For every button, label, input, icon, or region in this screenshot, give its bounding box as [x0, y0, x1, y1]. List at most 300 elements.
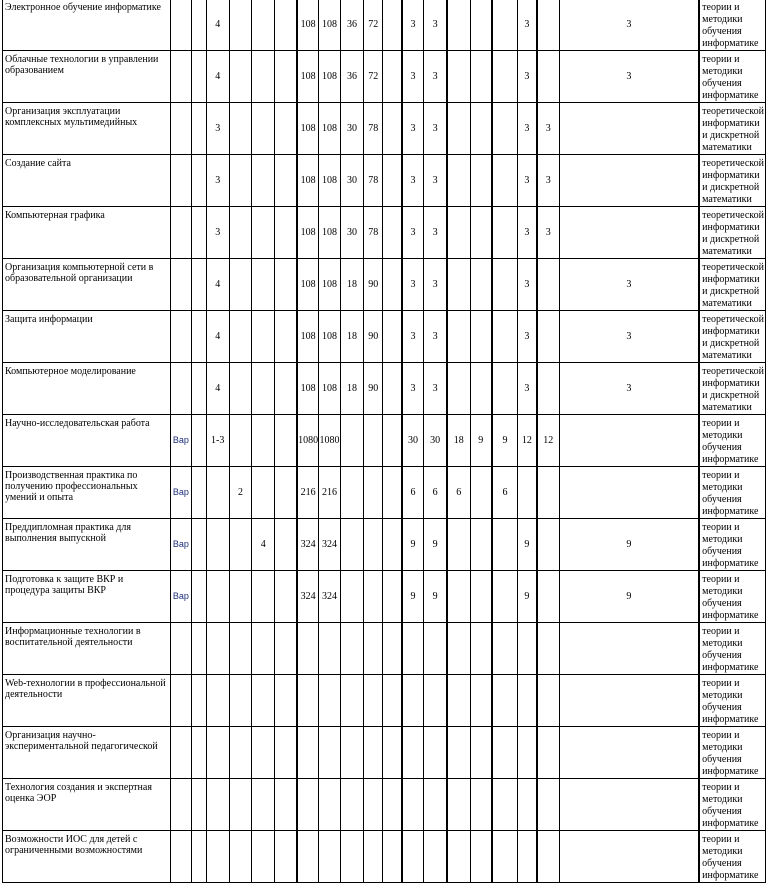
discipline-name: Компьютерная графика — [3, 207, 171, 259]
value-cell — [447, 363, 470, 415]
value-cell — [492, 155, 518, 207]
value-cell — [537, 467, 559, 519]
value-cell — [252, 155, 275, 207]
table-row — [3, 103, 766, 155]
value-cell: 108 — [319, 363, 341, 415]
value-cell: 324 — [297, 519, 319, 571]
value-cell — [559, 155, 699, 207]
value-cell — [537, 571, 559, 623]
value-cell: 3 — [537, 103, 559, 155]
value-cell — [206, 675, 229, 727]
value-cell — [383, 51, 402, 103]
value-cell: 90 — [364, 259, 383, 311]
value-cell — [537, 675, 559, 727]
value-cell — [364, 467, 383, 519]
value-cell — [191, 0, 206, 51]
value-cell: 2 — [229, 467, 252, 519]
value-cell — [340, 623, 363, 675]
value-cell: 3 — [537, 155, 559, 207]
value-cell — [275, 675, 297, 727]
value-cell: 12 — [537, 415, 559, 467]
value-cell: 3 — [424, 311, 447, 363]
discipline-type — [171, 779, 192, 831]
table-row — [3, 831, 766, 883]
value-cell — [383, 311, 402, 363]
value-cell — [229, 311, 252, 363]
value-cell — [470, 623, 492, 675]
discipline-type — [171, 51, 192, 103]
discipline-type — [171, 259, 192, 311]
value-cell: 3 — [559, 51, 699, 103]
discipline-type — [171, 0, 192, 51]
value-cell — [559, 831, 699, 883]
department: теории и методики обучения информатике — [699, 51, 765, 103]
value-cell — [229, 103, 252, 155]
value-cell — [252, 467, 275, 519]
value-cell — [191, 831, 206, 883]
value-cell — [470, 259, 492, 311]
value-cell: 9 — [402, 571, 424, 623]
value-cell: 3 — [402, 259, 424, 311]
value-cell — [492, 207, 518, 259]
value-cell — [252, 831, 275, 883]
department: теоретической информатики и дискретной математики — [699, 103, 765, 155]
value-cell — [206, 727, 229, 779]
value-cell — [252, 675, 275, 727]
discipline-name: Возможности ИОС для детей с ограниченными возможностями — [3, 831, 171, 883]
value-cell: 30 — [340, 155, 363, 207]
value-cell: 3 — [517, 51, 536, 103]
value-cell: 1080 — [319, 415, 341, 467]
value-cell: 3 — [559, 259, 699, 311]
discipline-name: Защита информации — [3, 311, 171, 363]
value-cell — [424, 623, 447, 675]
value-cell — [275, 415, 297, 467]
value-cell — [252, 207, 275, 259]
value-cell: 6 — [447, 467, 470, 519]
value-cell: 18 — [340, 259, 363, 311]
value-cell: 216 — [319, 467, 341, 519]
value-cell: 4 — [206, 363, 229, 415]
discipline-name: Производственная практика по получению профессиональных умений и опыта — [3, 467, 171, 519]
value-cell — [229, 779, 252, 831]
value-cell: 3 — [424, 155, 447, 207]
discipline-type — [171, 155, 192, 207]
value-cell: 6 — [492, 467, 518, 519]
value-cell — [229, 363, 252, 415]
table-row — [3, 675, 766, 727]
value-cell: 3 — [517, 155, 536, 207]
value-cell: 36 — [340, 51, 363, 103]
value-cell: 108 — [297, 51, 319, 103]
discipline-name: Компьютерное моделирование — [3, 363, 171, 415]
value-cell — [383, 155, 402, 207]
value-cell: 18 — [340, 363, 363, 415]
value-cell — [275, 259, 297, 311]
value-cell — [383, 363, 402, 415]
value-cell — [383, 207, 402, 259]
value-cell — [470, 831, 492, 883]
value-cell: 30 — [340, 103, 363, 155]
value-cell: 90 — [364, 311, 383, 363]
value-cell — [297, 727, 319, 779]
value-cell — [364, 623, 383, 675]
value-cell: 78 — [364, 155, 383, 207]
value-cell — [470, 519, 492, 571]
value-cell: 9 — [424, 519, 447, 571]
discipline-type: Вар — [171, 467, 192, 519]
value-cell — [275, 311, 297, 363]
value-cell — [470, 51, 492, 103]
value-cell — [470, 311, 492, 363]
value-cell — [470, 467, 492, 519]
value-cell: 3 — [402, 155, 424, 207]
value-cell — [492, 0, 518, 51]
value-cell: 108 — [297, 103, 319, 155]
value-cell — [517, 727, 536, 779]
value-cell — [275, 363, 297, 415]
value-cell — [383, 519, 402, 571]
value-cell: 324 — [297, 571, 319, 623]
value-cell — [492, 51, 518, 103]
value-cell: 3 — [402, 207, 424, 259]
value-cell: 108 — [319, 155, 341, 207]
value-cell — [275, 467, 297, 519]
value-cell: 9 — [517, 571, 536, 623]
value-cell — [402, 779, 424, 831]
discipline-type — [171, 623, 192, 675]
value-cell — [275, 831, 297, 883]
table-row — [3, 779, 766, 831]
value-cell: 3 — [424, 259, 447, 311]
value-cell — [470, 103, 492, 155]
department: теории и методики обучения информатике — [699, 571, 765, 623]
value-cell — [364, 779, 383, 831]
value-cell — [537, 727, 559, 779]
value-cell: 108 — [297, 311, 319, 363]
department: теории и методики обучения информатике — [699, 727, 765, 779]
value-cell — [517, 467, 536, 519]
value-cell — [447, 623, 470, 675]
value-cell — [383, 0, 402, 51]
department: теории и методики обучения информатике — [699, 415, 765, 467]
value-cell — [340, 467, 363, 519]
value-cell: 1080 — [297, 415, 319, 467]
value-cell — [559, 779, 699, 831]
value-cell — [559, 207, 699, 259]
value-cell — [364, 519, 383, 571]
department: теории и методики обучения информатике — [699, 623, 765, 675]
value-cell: 3 — [206, 103, 229, 155]
value-cell: 108 — [319, 51, 341, 103]
value-cell — [383, 727, 402, 779]
value-cell — [252, 363, 275, 415]
value-cell — [537, 51, 559, 103]
value-cell — [492, 675, 518, 727]
discipline-type — [171, 727, 192, 779]
value-cell — [319, 779, 341, 831]
value-cell — [492, 363, 518, 415]
value-cell: 3 — [206, 155, 229, 207]
value-cell — [252, 415, 275, 467]
value-cell — [206, 467, 229, 519]
value-cell — [252, 779, 275, 831]
value-cell — [229, 0, 252, 51]
value-cell: 9 — [559, 571, 699, 623]
value-cell: 9 — [470, 415, 492, 467]
value-cell: 30 — [424, 415, 447, 467]
value-cell — [559, 103, 699, 155]
value-cell — [402, 675, 424, 727]
value-cell: 324 — [319, 519, 341, 571]
value-cell — [319, 623, 341, 675]
value-cell — [470, 363, 492, 415]
value-cell — [252, 51, 275, 103]
value-cell — [492, 311, 518, 363]
value-cell — [383, 103, 402, 155]
value-cell — [191, 259, 206, 311]
value-cell — [229, 623, 252, 675]
discipline-type — [171, 103, 192, 155]
discipline-name: Облачные технологии в управлении образованием — [3, 51, 171, 103]
value-cell — [424, 831, 447, 883]
value-cell — [447, 311, 470, 363]
value-cell: 108 — [319, 311, 341, 363]
value-cell — [537, 779, 559, 831]
value-cell: 6 — [424, 467, 447, 519]
department: теории и методики обучения информатике — [699, 467, 765, 519]
value-cell — [191, 675, 206, 727]
value-cell — [275, 623, 297, 675]
table-row — [3, 623, 766, 675]
discipline-name: Организация компьютерной сети в образовательной организации — [3, 259, 171, 311]
value-cell — [340, 779, 363, 831]
value-cell — [275, 155, 297, 207]
value-cell — [319, 675, 341, 727]
department: теории и методики обучения информатике — [699, 519, 765, 571]
value-cell — [191, 363, 206, 415]
value-cell: 4 — [206, 0, 229, 51]
value-cell — [447, 727, 470, 779]
value-cell: 108 — [297, 207, 319, 259]
value-cell — [340, 415, 363, 467]
discipline-name: Технология создания и экспертная оценка ЭОР — [3, 779, 171, 831]
value-cell: 108 — [319, 103, 341, 155]
value-cell — [402, 727, 424, 779]
value-cell — [383, 779, 402, 831]
table-row — [3, 363, 766, 415]
value-cell — [275, 207, 297, 259]
value-cell — [537, 519, 559, 571]
value-cell — [206, 519, 229, 571]
value-cell: 3 — [559, 363, 699, 415]
value-cell — [364, 727, 383, 779]
value-cell: 78 — [364, 207, 383, 259]
discipline-type — [171, 207, 192, 259]
value-cell: 9 — [517, 519, 536, 571]
value-cell: 3 — [424, 51, 447, 103]
value-cell — [252, 0, 275, 51]
value-cell — [229, 727, 252, 779]
value-cell — [206, 831, 229, 883]
discipline-name: Научно-исследовательская работа — [3, 415, 171, 467]
value-cell — [364, 415, 383, 467]
value-cell — [191, 623, 206, 675]
value-cell — [340, 675, 363, 727]
value-cell — [229, 519, 252, 571]
value-cell — [537, 311, 559, 363]
value-cell — [447, 571, 470, 623]
value-cell — [517, 675, 536, 727]
value-cell — [402, 831, 424, 883]
value-cell — [275, 571, 297, 623]
value-cell: 3 — [537, 207, 559, 259]
value-cell — [229, 415, 252, 467]
value-cell — [470, 675, 492, 727]
value-cell: 3 — [402, 0, 424, 51]
discipline-name: Организация эксплуатации комплексных мультимедийных — [3, 103, 171, 155]
discipline-type: Вар — [171, 519, 192, 571]
value-cell — [470, 779, 492, 831]
value-cell — [470, 207, 492, 259]
value-cell — [364, 571, 383, 623]
value-cell — [517, 779, 536, 831]
value-cell: 72 — [364, 0, 383, 51]
value-cell: 4 — [206, 311, 229, 363]
value-cell — [517, 623, 536, 675]
value-cell — [470, 727, 492, 779]
discipline-name: Подготовка к защите ВКР и процедура защиты ВКР — [3, 571, 171, 623]
discipline-type — [171, 363, 192, 415]
value-cell: 3 — [402, 363, 424, 415]
value-cell — [559, 675, 699, 727]
value-cell — [447, 831, 470, 883]
value-cell: 18 — [447, 415, 470, 467]
value-cell — [229, 675, 252, 727]
value-cell — [297, 675, 319, 727]
discipline-name: Информационные технологии в воспитательной деятельности — [3, 623, 171, 675]
value-cell: 108 — [297, 155, 319, 207]
value-cell — [492, 779, 518, 831]
value-cell — [424, 727, 447, 779]
discipline-type — [171, 311, 192, 363]
value-cell: 3 — [424, 103, 447, 155]
value-cell — [275, 779, 297, 831]
department: теории и методики обучения информатике — [699, 0, 765, 51]
value-cell — [492, 519, 518, 571]
value-cell — [559, 727, 699, 779]
value-cell — [447, 155, 470, 207]
value-cell: 6 — [402, 467, 424, 519]
value-cell — [191, 467, 206, 519]
table-row — [3, 467, 766, 519]
value-cell: 108 — [297, 0, 319, 51]
value-cell: 36 — [340, 0, 363, 51]
value-cell — [492, 831, 518, 883]
value-cell: 30 — [340, 207, 363, 259]
value-cell — [191, 571, 206, 623]
discipline-type — [171, 831, 192, 883]
value-cell — [275, 727, 297, 779]
value-cell: 3 — [206, 207, 229, 259]
table-row — [3, 51, 766, 103]
value-cell — [340, 727, 363, 779]
value-cell — [537, 259, 559, 311]
value-cell: 3 — [517, 0, 536, 51]
value-cell — [191, 311, 206, 363]
value-cell — [297, 623, 319, 675]
value-cell — [206, 779, 229, 831]
value-cell — [275, 0, 297, 51]
value-cell: 108 — [297, 363, 319, 415]
value-cell — [537, 831, 559, 883]
value-cell — [492, 571, 518, 623]
value-cell — [275, 519, 297, 571]
department: теоретической информатики и дискретной математики — [699, 259, 765, 311]
value-cell — [383, 623, 402, 675]
department: теоретической информатики и дискретной математики — [699, 155, 765, 207]
department: теоретической информатики и дискретной математики — [699, 363, 765, 415]
value-cell: 4 — [206, 51, 229, 103]
value-cell: 3 — [402, 51, 424, 103]
value-cell — [492, 727, 518, 779]
value-cell: 3 — [402, 103, 424, 155]
value-cell — [206, 623, 229, 675]
value-cell — [191, 51, 206, 103]
value-cell — [191, 155, 206, 207]
value-cell: 108 — [297, 259, 319, 311]
discipline-name: Создание сайта — [3, 155, 171, 207]
value-cell — [275, 51, 297, 103]
value-cell — [447, 207, 470, 259]
value-cell — [383, 831, 402, 883]
value-cell — [447, 259, 470, 311]
discipline-name: Электронное обучение информатике — [3, 0, 171, 51]
value-cell — [447, 779, 470, 831]
value-cell — [424, 779, 447, 831]
value-cell: 90 — [364, 363, 383, 415]
department: теории и методики обучения информатике — [699, 675, 765, 727]
discipline-name: Web-технологии в профессиональной деятельности — [3, 675, 171, 727]
table-row — [3, 727, 766, 779]
value-cell — [319, 727, 341, 779]
value-cell: 3 — [517, 259, 536, 311]
value-cell — [559, 467, 699, 519]
value-cell — [191, 779, 206, 831]
value-cell — [537, 0, 559, 51]
value-cell — [470, 0, 492, 51]
value-cell: 4 — [252, 519, 275, 571]
table-row — [3, 311, 766, 363]
value-cell — [559, 415, 699, 467]
value-cell: 9 — [402, 519, 424, 571]
value-cell — [252, 311, 275, 363]
table-row — [3, 415, 766, 467]
value-cell — [447, 51, 470, 103]
value-cell: 1-3 — [206, 415, 229, 467]
value-cell — [206, 571, 229, 623]
value-cell: 108 — [319, 207, 341, 259]
value-cell — [492, 623, 518, 675]
value-cell: 30 — [402, 415, 424, 467]
value-cell — [275, 103, 297, 155]
value-cell: 108 — [319, 0, 341, 51]
department: теории и методики обучения информатике — [699, 779, 765, 831]
value-cell — [383, 467, 402, 519]
value-cell — [559, 623, 699, 675]
value-cell: 9 — [424, 571, 447, 623]
value-cell: 9 — [559, 519, 699, 571]
